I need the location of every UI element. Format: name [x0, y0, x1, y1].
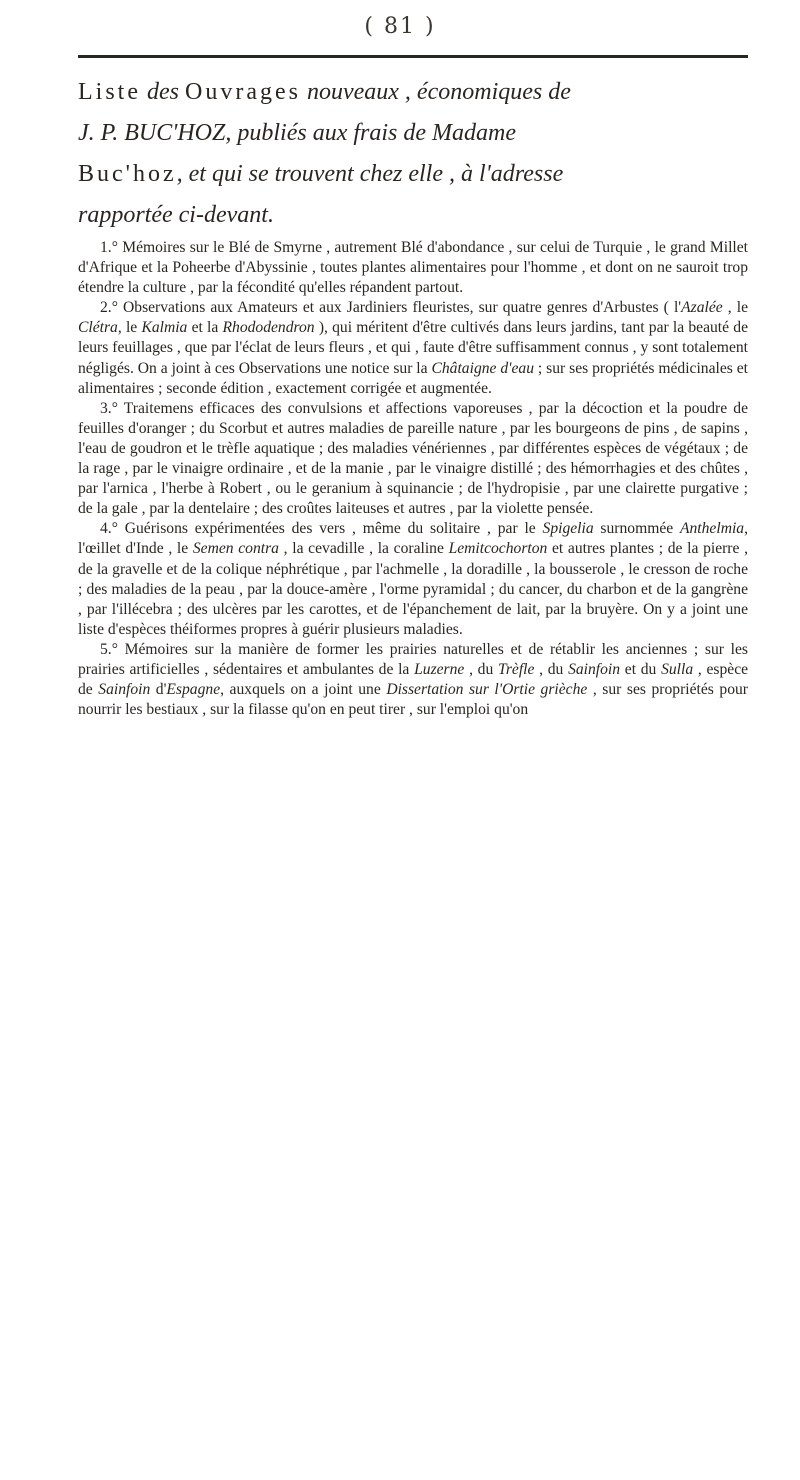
italic-term: Spigelia [542, 520, 594, 538]
italic-term: Rhododendron [222, 319, 315, 337]
heading-word-des: des [147, 79, 179, 105]
heading-phrase-trouvent: , et qui se trouvent chez elle , à l'adresse [176, 161, 564, 187]
item-text: et autres plantes ; de la pierre , de la gravelle et de la colique néphrétique , par l'achmelle , la doradille , la bousserole , le cresson de roche ; des maladies de la peau , par la douce-amère , l'orme pyramidal ; du cancer, du charbon et de la gangrène , par l'illécebra ; des ulcères par les carottes, et de l'épanchement de lait, par la bruyère. On y a joint une liste d'espèces théiformes propres à guérir plusieurs maladies. [78, 540, 749, 638]
works-list [78, 238, 748, 720]
heading-word-ouvrages: Ouvrages [185, 79, 301, 105]
item-text: 5.° Mémoires sur la manière de former les prairies naturelles et de rétablir les anciennes ; sur les prairies artificielles , sédentaires et ambulantes de la [78, 640, 748, 678]
italic-term: Anthelmia [679, 520, 745, 538]
italic-term: Espagne [166, 681, 221, 699]
item-text: 4.° Guérisons expérimentées des vers , même du solitaire , par le [100, 520, 543, 538]
italic-term: Luzerne [414, 660, 465, 678]
heading-author-name: J. P. BUC'HOZ [78, 120, 226, 146]
header-rule [78, 55, 748, 58]
list-item [78, 640, 748, 720]
heading-phrase-nouveaux: nouveaux , économiques de [306, 79, 571, 105]
italic-term: Sainfoin [98, 681, 151, 699]
italic-term: Lemitcochorton [448, 540, 548, 558]
heading-publisher-name: Buc'hoz [78, 161, 177, 187]
italic-term: Trèfle [498, 660, 535, 678]
italic-term: Sainfoin [568, 660, 621, 678]
list-item [78, 519, 748, 640]
italic-term: Châtaigne d'eau [431, 359, 535, 377]
list-item [78, 238, 748, 298]
item-text: , du [464, 660, 499, 678]
item-text: , auxquels on a joint une [220, 681, 387, 699]
item-text: 2.° Observations aux Amateurs et aux Jardiniers fleuristes, sur quatre genres d'Arbustes ( l' [100, 299, 682, 317]
item-text: surnommée [593, 520, 680, 538]
item-text: 1.° Mémoires sur le Blé de Smyrne , autrement Blé d'abondance , sur celui de Turquie , le grand Millet d'Afrique et la Poheerbe d'Abyssinie , toutes plantes alimentaires pour l'homme , et dont on ne sauroit trop étendre la culture , par la fécondité qu'elles répandent partout. [78, 239, 748, 297]
item-text: , sur ses propriétés pour nourrir les bestiaux , sur la filasse qu'on en peut tirer , sur l'emploi qu'on [78, 681, 748, 719]
item-text: ), qui méritent d'être cultivés dans leurs jardins, tant par la beauté de leurs feuillages , que par l'éclat de leurs fleurs , et qui , faute d'être suffisamment connus , y sont totalement négligés. On a joint à ces Observations une notice sur la [78, 319, 748, 377]
item-text: , du [534, 660, 569, 678]
heading-word-liste: Liste [78, 79, 141, 105]
item-text: , le [722, 299, 748, 317]
italic-term: Sulla [661, 660, 694, 678]
item-text: d' [150, 681, 167, 699]
page-number: ( 81 ) [364, 14, 436, 39]
italic-term: Dissertation sur l'Ortie grièche [386, 681, 588, 699]
item-text: , espèce de [78, 660, 749, 699]
item-text: , la cevadille , la coraline [278, 540, 449, 558]
heading-phrase-adresse: rapportée ci-devant. [78, 202, 274, 228]
item-text: et du [620, 660, 662, 678]
item-text: 3.° Traitemens efficaces des convulsions et affections vaporeuses , par la décoction et la poudre de feuilles d'oranger ; du Scorbut et autres maladies de pareille nature , par les bourgeons de pins , de sapins , l'eau de goudron et le trèfle aquatique ; des maladies vénériennes , par différentes espèces de végétaux ; de la rage , par le vinaigre ordinaire , et de la manie , par le vinaigre distillé ; des hémorrhagies et des chûtes , par l'arnica , l'herbe à Robert , ou le geranium à squinancie ; de l'hydropisie , par une clairette purgative ; de la gale , par la dentelaire ; des croûtes laiteuses et autres , par la violette pensée. [78, 399, 748, 518]
italic-term: Azalée [681, 299, 723, 317]
italic-term: Semen contra [192, 540, 279, 558]
list-item [78, 399, 748, 520]
italic-term: Kalmia [141, 319, 188, 337]
item-text: , le [117, 319, 142, 337]
item-text: , l'œillet d'Inde , le [78, 520, 748, 558]
item-text: ; sur ses propriétés médicinales et alimentaires ; seconde édition , exactement corrigée et augmentée. [78, 359, 748, 397]
heading-phrase-publies: , publiés aux frais de Madame [225, 120, 516, 146]
item-text: et la [187, 319, 223, 337]
list-heading [78, 72, 748, 236]
list-item [78, 298, 748, 398]
italic-term: Clétra [78, 319, 118, 337]
